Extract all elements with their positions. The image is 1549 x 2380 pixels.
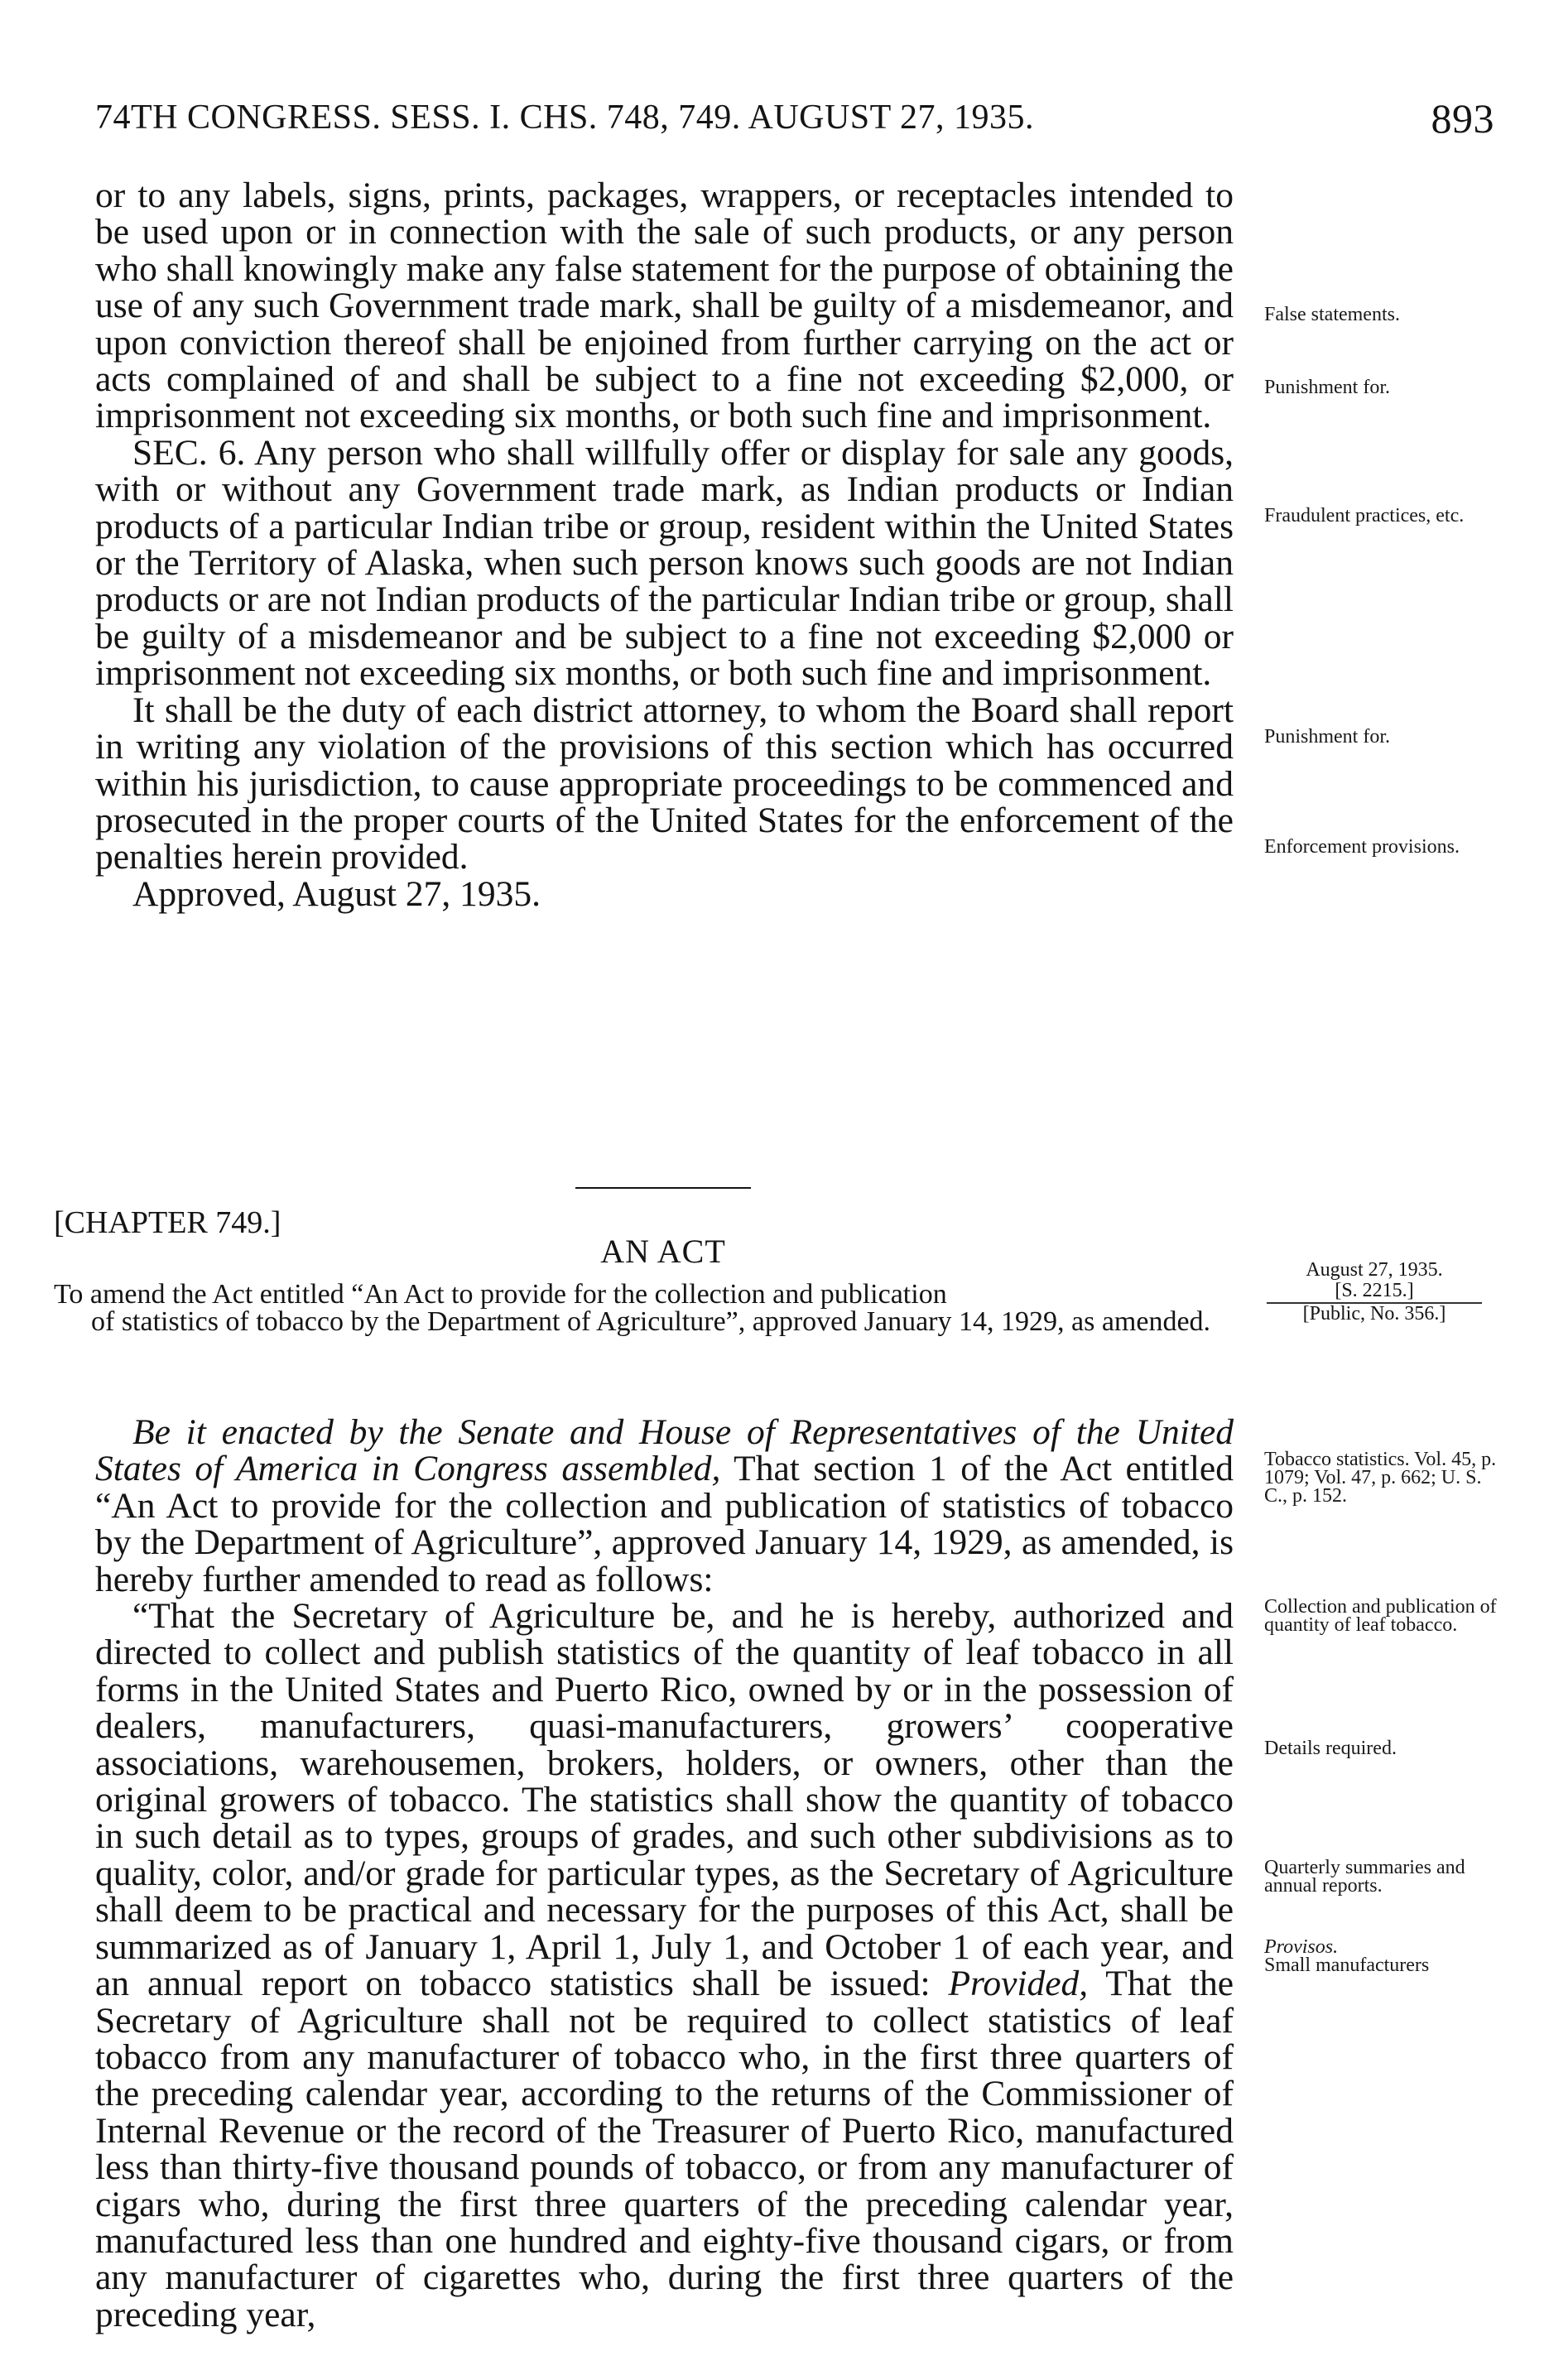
approval-line: Approved, August 27, 1935.	[132, 873, 541, 914]
note-enforcement: Enforcement provisions.	[1264, 836, 1460, 858]
note-tobacco-statistics: Tobacco statistics. Vol. 45, p. 1079; Vol. 47, p. 662; U. S. C., p. 152.	[1264, 1449, 1497, 1507]
act-title: AN ACT	[600, 1233, 726, 1270]
amended-section-text	[95, 1598, 1234, 2333]
note-collection-publication: Collection and publication of quantity of leaf tobacco.	[1264, 1596, 1497, 1636]
paragraph-false-statements: or to any labels, signs, prints, packages, wrappers, or receptacles intended to be used upon or in connection with the sale of such products, or any person who shall knowingly make any false statement for the purpose of obtaining the use of any such Government trade mark, shall be guilty of a misdemeanor, and upon conviction thereof shall be enjoined from further carrying on the act or acts complained of and shall be subject to a fine not exceeding $2,000, or imprisonment not exceeding six months, or both such fine and imprisonment.	[95, 175, 1234, 436]
note-punishment-2: Punishment for.	[1264, 726, 1391, 748]
section-divider	[575, 1187, 751, 1189]
chapter-heading: [CHAPTER 749.]	[54, 1205, 281, 1240]
note-public-law: [Public, No. 356.]	[1302, 1303, 1446, 1325]
note-small-manufacturers: Small manufacturers	[1264, 1954, 1430, 1976]
enacting-formula: Be it enacted by the Senate and House of Representatives of the United States of America in Congress assembled,	[95, 1412, 1234, 1489]
note-date: August 27, 1935.	[1306, 1259, 1443, 1281]
page-number: 893	[1431, 95, 1494, 142]
quote-end: That the Secretary of Agriculture shall not be required to collect statistics of leaf tobacco from any manufacturer of tobacco who, in the first three quarters of the preceding calendar year, according to the returns of the Commissioner of Internal Revenue or the record of the Treasurer of Puerto Rico, manufactured less than thirty-five thousand pounds of tobacco, or from any manufacturer of cigars who, during the first three quarters of the preceding calendar year, manufactured less than one hundred and eighty-five thousand cigars, or from any manufacturer of cigarettes who, during the first three quarters of the preceding year,	[95, 1964, 1234, 2334]
note-fraudulent-practices: Fraudulent practices, etc.	[1264, 505, 1465, 526]
note-false-statements: False statements.	[1264, 304, 1400, 325]
note-provisos: Provisos.	[1264, 1936, 1339, 1958]
paragraph-enforcement: It shall be the duty of each district attorney, to whom the Board shall report in writing any violation of the provisions of this section which has occurred within his jurisdiction, to cause appropriate proceedings to be commenced and prosecuted in the proper courts of the United States for the enforcement of the penalties herein provided.	[95, 690, 1234, 877]
act-date-note	[1246, 1260, 1503, 1325]
act-purpose	[54, 1281, 1233, 1335]
note-punishment-1: Punishment for.	[1264, 377, 1391, 398]
purpose-first-line: To amend the Act entitled “An Act to provide for the collection and publication	[54, 1279, 947, 1310]
note-bill-number: [S. 2215.]	[1267, 1281, 1482, 1304]
note-quarterly-summaries: Quarterly summaries and annual reports.	[1264, 1857, 1465, 1897]
running-head: 74TH CONGRESS. SESS. I. CHS. 748, 749. AUGUST 27, 1935.	[95, 99, 1035, 137]
running-header	[95, 95, 1494, 147]
quote-start: “That the Secretary of Agriculture be, and he is hereby, authorized and directed to collect and publish statistics of the quantity of leaf tobacco in all forms in the United States and Puerto Rico, owned by or in the possession of dealers, manufacturers, quasi-manufacturers, growers’ cooperative associations, warehousemen, brokers, holders, or owners, other than the original growers of tobacco. The statistics shall show the quantity of tobacco in such detail as to types, groups of grades, and such other subdivisions as to quality, color, and/or grade for particular types, as the Secretary of Agriculture shall deem to be practical and necessary for the purposes of this Act, shall be summarized as of January 1, April 1, July 1, and October 1 of each year, and an annual report on tobacco statistics shall be issued:	[95, 1596, 1234, 2004]
main-text-lower	[95, 1414, 1234, 2333]
note-details-required: Details required.	[1264, 1738, 1397, 1759]
purpose-continuation: of statistics of tobacco by the Department of Agriculture”, approved January 14, 1929, as amended.	[91, 1305, 1211, 1337]
paragraph-section-6: SEC. 6. Any person who shall willfully offer or display for sale any goods, with or without any Government trade mark, as Indian products or Indian products of a particular Indian tribe or group, resident within the United States or the Territory of Alaska, when such person knows such goods are not Indian products or are not Indian products of the particular Indian tribe or group, shall be guilty of a misdemeanor and be subject to a fine not exceeding $2,000 or imprisonment not exceeding six months, or both such fine and imprisonment.	[95, 432, 1234, 694]
enacting-clause	[95, 1414, 1234, 1598]
main-text-upper	[95, 177, 1234, 912]
note-provisos-block	[1264, 1938, 1504, 1974]
provided-word: Provided,	[948, 1964, 1089, 2004]
enacting-text: That section 1 of the Act entitled “An Act to provide for the collection and publication of statistics of tobacco by the Department of Agriculture”, approved January 14, 1929, as amended, is hereby further amended to read as follows:	[95, 1449, 1234, 1599]
